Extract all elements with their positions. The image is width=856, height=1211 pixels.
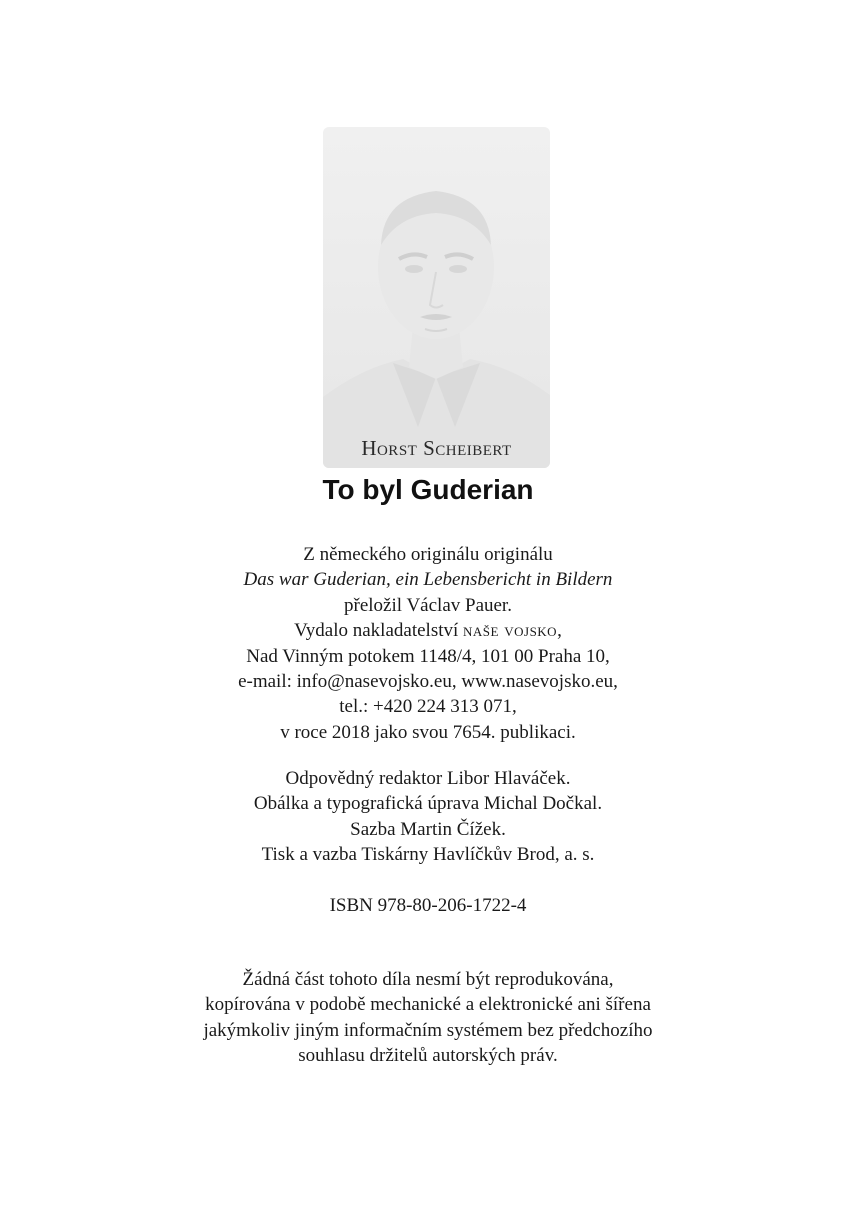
- imprint-line: Vydalo nakladatelství: [294, 620, 464, 642]
- credit-printing: Tisk a vazba Tiskárny Havlíčkův Brod, a. s.: [261, 844, 595, 866]
- rights-line: souhlasu držitelů autorských práv.: [298, 1045, 558, 1067]
- publisher-address: Nad Vinným potokem 1148/4, 101 00 Praha 10,: [246, 645, 610, 667]
- publisher-contact: e-mail: info@nasevojsko.eu, www.nasevojsko.eu,: [238, 671, 618, 693]
- publisher-line: [0, 618, 856, 643]
- imprint-line: přeložil Václav Pauer.: [344, 594, 512, 616]
- isbn: [0, 893, 856, 918]
- imprint-block: [0, 542, 856, 745]
- rights-line: Žádná část tohoto díla nesmí být reprodukována,: [242, 969, 614, 990]
- publication-year: v roce 2018 jako svou 7654. publikaci.: [280, 721, 576, 743]
- isbn-number: ISBN 978-80-206-1722-4: [329, 895, 527, 916]
- credits-block: [0, 766, 856, 868]
- imprint-line: Z německého originálu originálu: [303, 544, 553, 565]
- portrait-image: [323, 127, 550, 468]
- credit-design: Obálka a typografická úprava Michal Dočkal.: [253, 793, 603, 815]
- rights-line: jakýmkoliv jiným informačním systémem bez předchozího: [203, 1019, 653, 1041]
- rights-line: kopírována v podobě mechanické a elektronické ani šířena: [205, 994, 651, 1016]
- rights-notice: [0, 967, 856, 1069]
- book-title: To byl Guderian: [322, 474, 534, 505]
- publisher-name: naše vojsko: [463, 620, 558, 642]
- credit-typesetting: Sazba Martin Čížek.: [350, 818, 506, 840]
- original-title: Das war Guderian, ein Lebensbericht in Bildern: [243, 569, 613, 591]
- author-portrait: [323, 127, 550, 468]
- author-name: Horst Scheibert: [361, 436, 512, 460]
- credit-editor: Odpovědný redaktor Libor Hlaváček.: [285, 768, 571, 789]
- imprint-line: ,: [557, 620, 562, 642]
- publisher-phone: tel.: +420 224 313 071,: [339, 696, 517, 718]
